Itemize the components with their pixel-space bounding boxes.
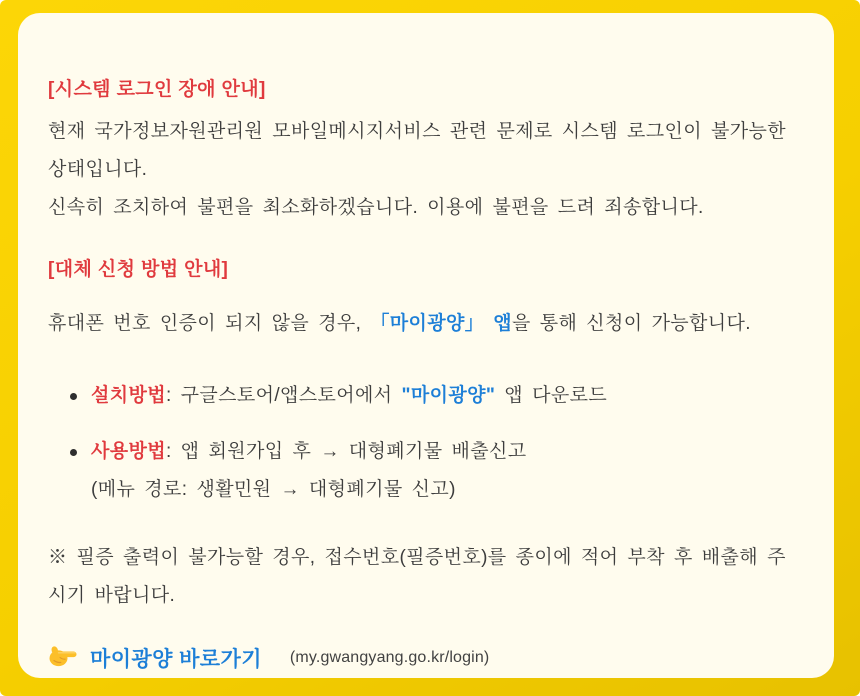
usage-menu-path: (메뉴 경로: 생활민원 → 대형폐기물 신고): [91, 479, 456, 500]
alternative-intro-post: 을 통해 신청이 가능합니다.: [511, 313, 751, 334]
login-issue-heading: [시스템 로그인 장애 안내]: [48, 79, 266, 100]
install-app-name-highlight: "마이광양": [401, 385, 496, 406]
paper-note-text: ※ 필증 출력이 불가능할 경우, 접수번호(필증번호)를 종이에 적어 부착 후 배출해 주시기 바랍니다.: [48, 547, 786, 606]
install-method-text: [91, 377, 607, 415]
footer-link-row: [48, 641, 804, 674]
list-item-install: [70, 377, 804, 415]
list-item-usage: [70, 433, 804, 509]
login-url-text: (my.gwangyang.go.kr/login): [289, 648, 490, 666]
notice-card: [18, 13, 834, 678]
login-issue-body: [48, 113, 804, 227]
usage-method-body: : 앱 회원가입 후 → 대형폐기물 배출신고: [165, 441, 527, 462]
install-method-post: 앱 다운로드: [495, 385, 608, 406]
my-gwangyang-shortcut-link[interactable]: 마이광양 바로가기: [90, 647, 262, 671]
my-gwangyang-app-highlight: 「마이광양」 앱: [370, 313, 512, 334]
alternative-intro: [48, 305, 804, 343]
alternative-intro-pre: 휴대폰 번호 인증이 되지 않을 경우,: [48, 313, 371, 334]
alternative-method-heading: [대체 신청 방법 안내]: [48, 259, 229, 280]
login-issue-line1: 현재 국가정보자원관리원 모바일메시지서비스 관련 문제로 시스템 로그인이 불가능한 상태입니다.: [48, 121, 786, 180]
bullet-icon: [70, 449, 77, 456]
install-method-pre: : 구글스토어/앱스토어에서: [165, 385, 402, 406]
instruction-list: [48, 377, 804, 509]
usage-method-label: 사용방법: [91, 441, 166, 462]
bullet-icon: [70, 393, 77, 400]
pointing-right-icon: [48, 643, 78, 674]
install-method-label: 설치방법: [91, 385, 166, 406]
login-issue-line2: 신속히 조치하여 불편을 최소화하겠습니다. 이용에 불편을 드려 죄송합니다.: [48, 197, 704, 218]
usage-method-text: [91, 433, 526, 509]
